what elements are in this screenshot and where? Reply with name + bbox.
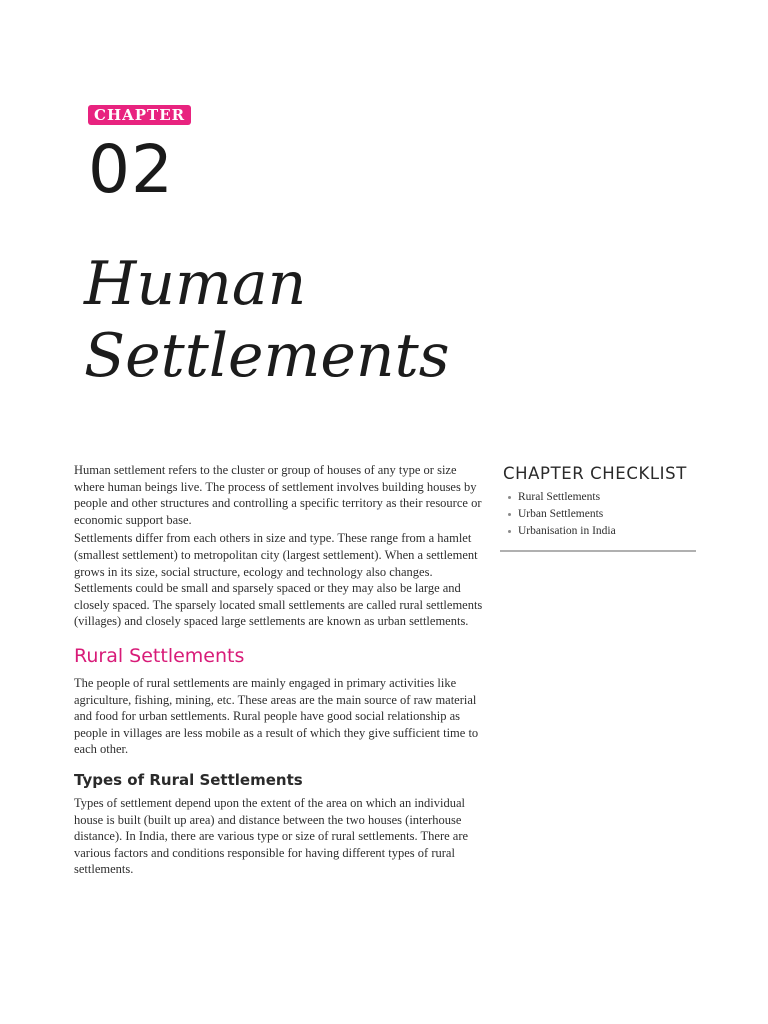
bullet-icon bbox=[508, 496, 511, 499]
rural-settlements-paragraph: The people of rural settlements are mainly engaged in primary activities like agriculture, fishing, mining, etc. These areas are the main source of raw material and food for urban settlements. Rural people have good social relationship as people in villages are less mobile as a result of which they give sufficient time to each other. bbox=[74, 675, 479, 757]
types-of-rural-settlements-heading: Types of Rural Settlements bbox=[74, 770, 303, 789]
rural-settlements-heading: Rural Settlements bbox=[74, 644, 245, 667]
chapter-title: Human Settlements bbox=[84, 249, 450, 391]
bullet-icon bbox=[508, 513, 511, 516]
chapter-number: 02 bbox=[88, 131, 174, 208]
checklist-item bbox=[508, 523, 696, 540]
types-of-rural-settlements-paragraph: Types of settlement depend upon the extent of the area on which an individual house is built (built up area) and distance between the two houses (interhouse distance). In India, there are various type or size of rural settlements. There are various factors and conditions responsible for having different types of rural settlements. bbox=[74, 795, 469, 877]
checklist-divider bbox=[500, 550, 696, 552]
checklist-title: CHAPTER CHECKLIST bbox=[503, 464, 687, 483]
checklist-item-label: Rural Settlements bbox=[518, 491, 601, 503]
intro-paragraph-2: Settlements differ from each others in size and type. These range from a hamlet (smallest settlement) to metropolitan city (largest settlement). When a settlement grows in its size, social structure, ecology and technology also changes. Settlements could be small and sparsely spaced or they may also be large and closely spaced. The sparsely located small settlements are called rural settlements (villages) and closely spaced large settlements are known as urban settlements. bbox=[74, 531, 483, 629]
intro-paragraph-1: Human settlement refers to the cluster or group of houses of any type or size where human beings live. The process of settlement involves building houses by people and other structures and controlling a specific territory as their resource or economic support base. bbox=[74, 463, 482, 527]
chapter-badge: CHAPTER bbox=[88, 105, 191, 125]
bullet-icon bbox=[508, 530, 511, 533]
checklist-item bbox=[508, 506, 696, 523]
checklist-item-label: Urbanisation in India bbox=[518, 525, 616, 537]
chapter-checklist bbox=[500, 464, 696, 552]
main-column bbox=[74, 462, 484, 880]
checklist-list bbox=[500, 489, 696, 540]
checklist-item-label: Urban Settlements bbox=[518, 508, 604, 520]
checklist-item bbox=[508, 489, 696, 506]
